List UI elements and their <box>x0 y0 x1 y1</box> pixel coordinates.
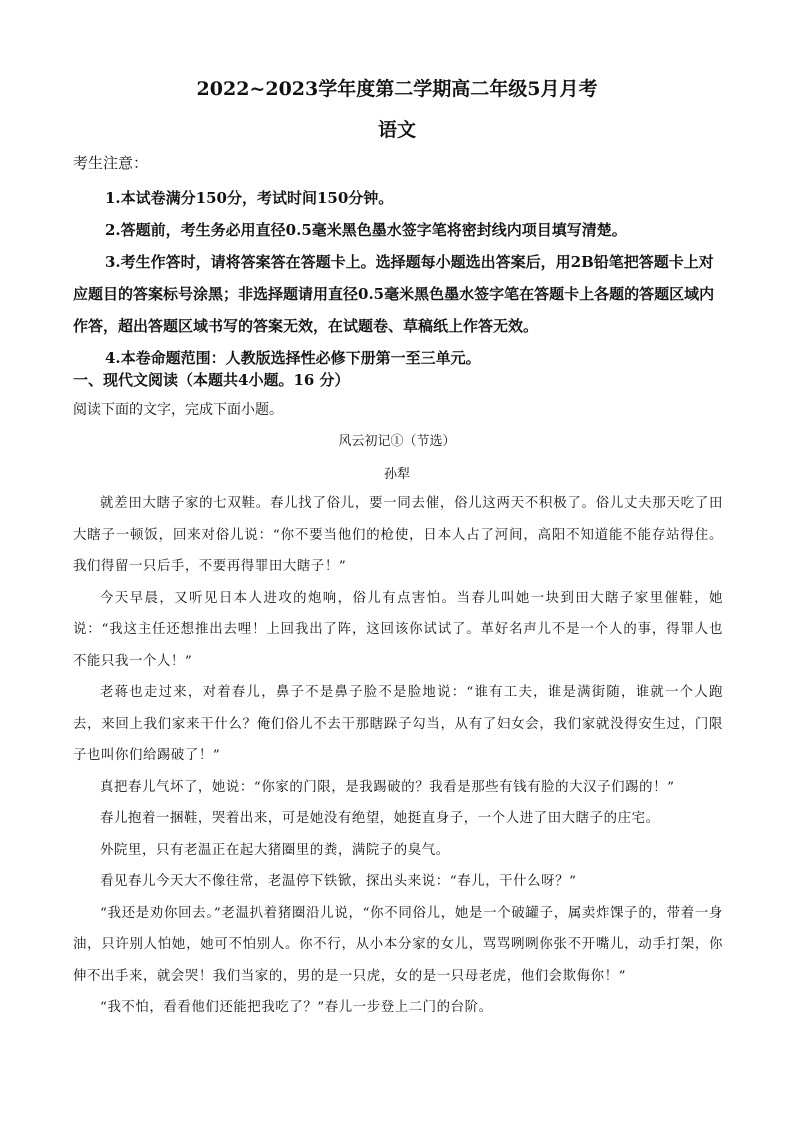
exam-title: 2022~2023学年度第二学期高二年级5月月考 <box>196 78 598 100</box>
notice-item: 3.考生作答时，请将答案答在答题卡上。选择题每小题选出答案后，用2B铅笔把答题卡上对应题目的答案标号涂黑；非选择题请用直径0.5毫米黑色墨水签字笔在答题卡上各题的答题区域内作答，超出答题区域书写的答案无效，在试题卷、草稿纸上作答无效。 <box>73 253 715 335</box>
notice-item: 4.本卷命题范围：人教版选择性必修下册第一至三单元。 <box>105 349 481 367</box>
article-paragraph: “我不怕，看看他们还能把我吃了？”春儿一步登上二门的台阶。 <box>100 1000 493 1015</box>
section-heading: 一、现代文阅读（本题共4小题。16 分） <box>73 371 350 389</box>
notice-list <box>73 182 723 374</box>
article-paragraph: 春儿抱着一捆鞋，哭着出来，可是她没有绝望，她挺直身子，一个人进了田大瞎子的庄宅。 <box>100 811 660 826</box>
article-paragraph: 就差田大瞎子家的七双鞋。春儿找了俗儿，要一同去催，俗儿这两天不积极了。俗儿丈夫那天吃了田大瞎子一顿饭，回来对俗儿说：“你不要当他们的枪使，日本人占了河间，高阳不知道能不能存站得住。我们得留一只后手，不要再得罪田大瞎子！” <box>73 496 723 574</box>
article-title: 风云初记①（节选） <box>338 434 456 449</box>
article-paragraph: 老蒋也走过来，对着春儿，鼻子不是鼻子脸不是脸地说：“谁有工夫，谁是满街随，谁就一个人跑去，来回上我们家来干什么？俺们俗儿不去干那瞎跺子勾当，从有了妇女会，我们家就没得安生过，门限子也叫你们给踢破了！” <box>73 685 723 763</box>
article-paragraph: “我还是劝你回去。”老温扒着猪圈沿儿说，“你不同俗儿，她是一个破罐子，属卖炸馃子的，带着一身油，只许别人怕她，她可不怕别人。你不行，从小本分家的女儿，骂骂咧咧你张不开嘴儿，动手打架，你伸不出手来，就会哭！我们当家的，男的是一只虎，女的是一只母老虎，他们会欺侮你！” <box>73 905 723 984</box>
article-paragraph: 外院里，只有老温正在起大猪圈里的粪，满院子的臭气。 <box>100 842 450 858</box>
article-paragraph: 今天早晨，又听见日本人进攻的炮响，俗儿有点害怕。当春儿叫她一块到田大瞎子家里催鞋，她说：“我这主任还想推出去哩！上回我出了阵，这回该你试试了。革好名声儿不是一个人的事，得罪人也不能只我一个人！” <box>73 590 723 669</box>
article-paragraph: 真把春儿气坏了，她说：“你家的门限，是我踢破的？我看是那些有钱有脸的大汉子们踢的！” <box>100 779 675 795</box>
article-author: 孙犁 <box>383 467 410 482</box>
notice-item: 1.本试卷满分150分，考试时间150分钟。 <box>105 189 394 207</box>
notice-item: 2.答题前，考生务必用直径0.5毫米黑色墨水签字笔将密封线内项目填写清楚。 <box>105 221 627 239</box>
subject-title: 语文 <box>377 119 416 141</box>
section-instruction: 阅读下面的文字，完成下面小题。 <box>73 402 283 418</box>
article-paragraph: 看见春儿今天大不像往常，老温停下铁锨，探出头来说：“春儿，干什么呀？” <box>100 874 577 889</box>
article-body <box>73 488 723 1024</box>
notice-heading: 考生注意： <box>73 154 149 172</box>
